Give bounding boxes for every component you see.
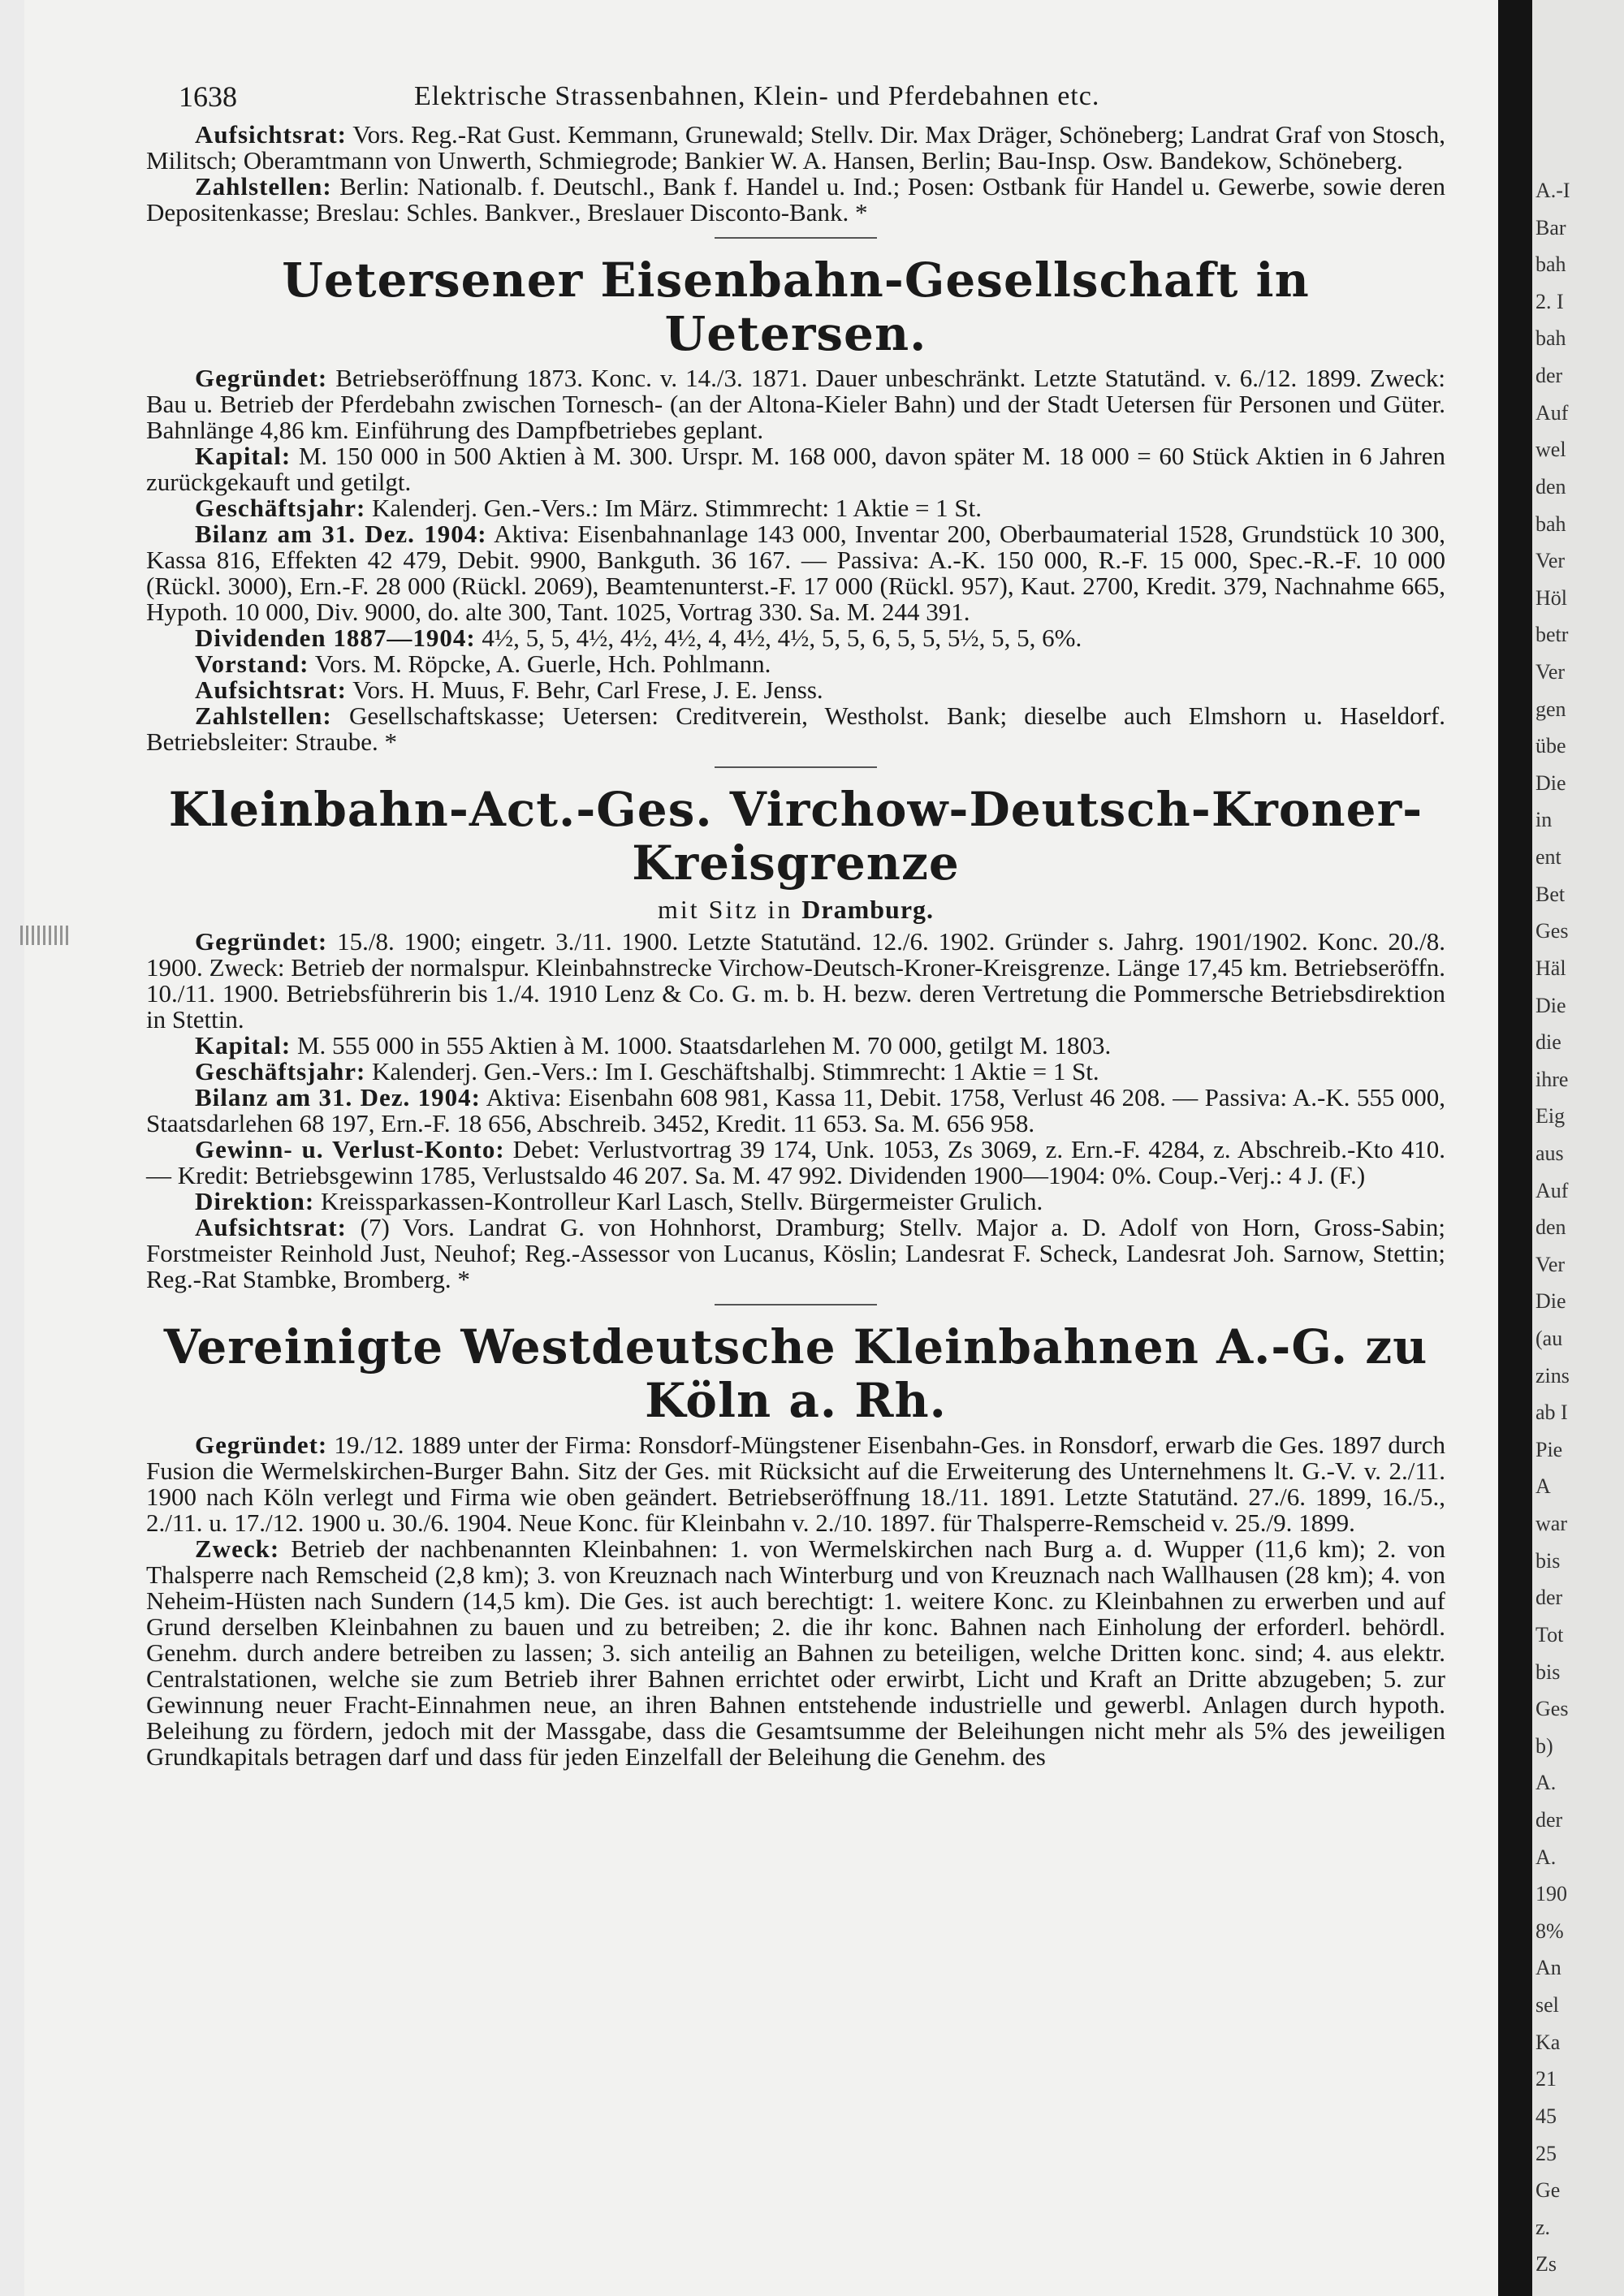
adjacent-page-fragment: gen — [1535, 697, 1566, 721]
adjacent-page-fragment: Bar — [1535, 215, 1566, 240]
adjacent-page-fragment: ent — [1535, 845, 1561, 870]
adjacent-page-fragment: bah — [1535, 511, 1566, 536]
company-entry — [146, 253, 1445, 755]
adjacent-page-fragment: Ver — [1535, 549, 1566, 573]
adjacent-page-fragment: A. — [1535, 1771, 1557, 1795]
entry-text: 15./8. 1900; eingetr. 3./11. 1900. Letzte Statutänd. 12./6. 1902. Gründer s. Jahrg. 1901/1902. Konc. 20./8. 1900. Zweck: Betrieb der normalspur. Kleinbahnstrecke Virchow-Deutsch-Kroner-Kreisgrenze. Länge 17,45 km. Betriebseröffn. 10./11. 1900. Betriebsführerin bis 1./4. 1910 Lenz & Co. G. m. b. H. bezw. deren Vertretung die Pommersche Betriebsdirektion in Stettin. — [146, 927, 1446, 1034]
entry-text: Berlin: Nationalb. f. Deutschl., Bank f. Handel u. Ind.; Posen: Ostbank für Handel u. Gewerbe, sowie deren Depositenkasse; Breslau: Schles. Bankver., Breslauer Disconto-Bank. * — [146, 172, 1446, 227]
entry-label: Gegründet: — [195, 927, 328, 956]
company-title: Kleinbahn-Act.-Ges. Virchow-Deutsch-Kroner-Kreisgrenze — [168, 782, 1423, 891]
adjacent-page-fragment: übe — [1535, 734, 1566, 758]
adjacent-page-fragment: Bet — [1535, 882, 1566, 906]
running-header — [146, 73, 1445, 122]
adjacent-page-fragment: 25 — [1535, 2141, 1557, 2165]
entry-text: Betrieb der nachbenannten Kleinbahnen: 1. von Wermelskirchen nach Burg a. d. Wupper (11,6 km); 2. von Thalsperre nach Remscheid (2,8 km); 3. von Kreuznach nach Winterburg und von Kreuznach nach Wallhausen (28 km); 4. von Neheim-Hüsten nach Sundern (14,5 km). Die Ges. ist auch berechtigt: 1. weitere Konc. zu Kleinbahnen zu erwerben und auf Grund derselben Kleinbahnen zu bauen und zu betreiben; 2. die ihr konc. Bahnen nach Einholung der erforderl. behördl. Genehm. durch andere betreiben zu lassen; 3. sich anteilig an Bahnen zu beteiligen, welche Dritten konc. sind; 4. aus elektr. Centralstationen, welche sie zum Betrieb ihrer Bahnen errichtet oder erwirbt, Licht und Kraft an Dritte abzugeben; 5. zur Gewinnung neuer Fracht-Einnahmen neue, an ihren Bahnen entstehende industrielle und gewerbl. Anlagen durch hypoth. Beleihung zu fördern, jedoch mit der Massgabe, dass die Gesamtsumme der Beleihungen nicht mehr als 5% des jeweiligen Grundkapitals betragen darf und dass für jeden Einzelfall der Beleihung die Genehm. des — [146, 1534, 1446, 1771]
seat-city: Dramburg. — [801, 895, 935, 924]
entry-text: Kalenderj. Gen.-Vers.: Im I. Geschäftshalbj. Stimmrecht: 1 Aktie = 1 St. — [372, 1057, 1099, 1085]
adjacent-page-fragment: ab I — [1535, 1400, 1568, 1425]
adjacent-page-fragment: bis — [1535, 1548, 1561, 1573]
entry-paragraph — [146, 1033, 1445, 1059]
running-title: Elektrische Strassenbahnen, Klein- und Pferdebahnen etc. — [414, 81, 1100, 111]
entry-text: M. 555 000 in 555 Aktien à M. 1000. Staatsdarlehen M. 70 000, getilgt M. 1803. — [296, 1031, 1112, 1060]
entry-text: (7) Vors. Landrat G. von Hohnhorst, Dramburg; Stellv. Major a. D. Adolf von Horn, Gross-Sabin; Forstmeister Reinhold Just, Neuhof; Reg.-Assessor von Lucanus, Köslin; Landesrat F. Scheck, Landesrat Joh. Sarnow, Stettin; Reg.-Rat Stambke, Bromberg. * — [146, 1213, 1446, 1293]
entry-label: Gegründet: — [195, 364, 328, 392]
entry-label: Bilanz am 31. Dez. 1904: — [195, 1083, 481, 1111]
entry-paragraph — [146, 1137, 1445, 1189]
adjacent-page-fragment: Die — [1535, 770, 1566, 795]
adjacent-page-fragment: Ges — [1535, 1697, 1569, 1721]
adjacent-page-fragment: Zs — [1535, 2252, 1557, 2277]
entry-text: Gesellschaftskasse; Uetersen: Creditverein, Westholst. Bank; dieselbe auch Elmshorn u. Haseldorf. Betriebsleiter: Straube. * — [146, 701, 1446, 756]
entry-text: Aktiva: Eisenbahn 608 981, Kassa 11, Debit. 1758, Verlust 46 208. — Passiva: A.-K. 555 000, Staatsdarlehen 68 197, Ern.-F. 18 656, Abschreib. 3452, Kredit. 11 653. Sa. M. 656 958. — [146, 1083, 1445, 1137]
entry-text: Debet: Verlustvortrag 39 174, Unk. 1053, Zs 3069, z. Ern.-F. 4284, z. Abschreib.-Kto 410. — Kredit: Betriebsgewinn 1785, Verlustsaldo 46 207. Sa. M. 47 992. Dividenden 1900—1904: 0%. Coup.-Verj.: 4 J. (F.) — [146, 1135, 1446, 1189]
adjacent-page-fragment: bis — [1535, 1659, 1561, 1684]
entry-label: Kapital: — [195, 442, 292, 470]
adjacent-page-fragment: in — [1535, 808, 1553, 832]
entry-text: Aktiva: Eisenbahnanlage 143 000, Inventar 200, Oberbaumaterial 1528, Grundstück 10 300, Kassa 816, Effekten 42 479, Debit. 9900, Bankguth. 36 167. — Passiva: A.-K. 150 000, R.-F. 15 000, Spec.-R.-F. 10 000 (Rückl. 3000), Ern.-F. 28 000 (Rückl. 2069), Beamtenunterst.-F. 17 000 (Rückl. 957), Kaut. 2700, Kredit. 379, Nachnahme 665, Hypoth. 10 000, Div. 9000, do. alte 300, Tant. 1025, Vortrag 330. Sa. M. 244 391. — [146, 520, 1445, 626]
adjacent-page-fragment: der — [1535, 1808, 1563, 1832]
entry-label: Zweck: — [195, 1534, 280, 1563]
adjacent-page-fragment: den — [1535, 1215, 1566, 1240]
separator-rule — [715, 1304, 877, 1306]
adjacent-page-fragment: 8% — [1535, 1918, 1564, 1943]
adjacent-page-fragment: der — [1535, 364, 1563, 388]
entry-paragraph — [146, 1536, 1445, 1770]
entry-label: Kapital: — [195, 1031, 292, 1060]
adjacent-page-fragment: 45 — [1535, 2104, 1557, 2128]
intro-block — [146, 122, 1445, 226]
entry-paragraph — [146, 677, 1445, 703]
adjacent-page-fragment: An — [1535, 1956, 1561, 1980]
adjacent-page-fragment: (au — [1535, 1327, 1563, 1351]
separator-rule — [715, 237, 877, 239]
entry-text: Kreissparkassen-Kontrolleur Karl Lasch, Stellv. Bürgermeister Grulich. — [320, 1187, 1043, 1215]
company-title: Uetersener Eisenbahn-Gesellschaft in Uetersen. — [282, 252, 1310, 361]
entry-text: Vors. Reg.-Rat Gust. Kemmann, Grunewald; Stellv. Dir. Max Dräger, Schöneberg; Landrat Graf von Stosch, Militsch; Oberamtmann von Unwerth, Schmiegrode; Bankier W. A. Hansen, Berlin; Bau-Insp. Osw. Bandekow, Schöneberg. — [146, 120, 1445, 175]
adjacent-page-fragment: zins — [1535, 1363, 1570, 1388]
entry-label: Vorstand: — [195, 650, 309, 678]
entry-label: Aufsichtsrat: — [195, 120, 347, 149]
company-entry — [146, 783, 1445, 1293]
page-number: 1638 — [179, 80, 237, 113]
adjacent-page-fragment: 2. I — [1535, 289, 1564, 313]
entry-paragraph — [146, 1085, 1445, 1137]
adjacent-page-fragment: aus — [1535, 1141, 1564, 1165]
entry-paragraph — [146, 703, 1445, 755]
adjacent-page-fragment: Tot — [1535, 1622, 1564, 1646]
adjacent-page-fragment: war — [1535, 1512, 1567, 1536]
adjacent-page-edge — [1532, 0, 1624, 2296]
adjacent-page-fragment: Die — [1535, 1289, 1566, 1314]
print-smudge — [20, 926, 69, 945]
entry-label: Geschäftsjahr: — [195, 494, 366, 522]
seat-prefix: mit Sitz in — [657, 895, 793, 924]
adjacent-page-fragment: 190 — [1535, 1882, 1567, 1906]
entry-text: Vors. M. Röpcke, A. Guerle, Hch. Pohlmann. — [314, 650, 771, 678]
entry-label: Aufsichtsrat: — [195, 1213, 347, 1241]
adjacent-page-fragment: Eig — [1535, 1104, 1566, 1129]
adjacent-page-fragment: Pie — [1535, 1437, 1563, 1461]
entry-text: M. 150 000 in 500 Aktien à M. 300. Urspr. M. 168 000, davon später M. 18 000 = 60 Stück Aktien in 6 Jahren zurückgekauft und getilgt. — [146, 442, 1446, 496]
adjacent-page-fragment: den — [1535, 474, 1566, 498]
entry-label: Gewinn- u. Verlust-Konto: — [195, 1135, 505, 1163]
entry-text: 19./12. 1889 unter der Firma: Ronsdorf-Müngstener Eisenbahn-Ges. in Ronsdorf, erwarb die Ges. 1897 durch Fusion die Wermelskirchen-Burger Bahn. Sitz der Ges. mit Rücksicht auf die Erweiterung des Unternehmens lt. G.-V. v. 2./11. 1900 nach Köln verlegt und Firma wie oben geändert. Betriebseröffnung 18./11. 1891. Letzte Statutänd. 27./6. 1899, 16./5., 2./11. u. 17./12. 1900 u. 30./6. 1904. Neue Konc. für Kleinbahn v. 2./10. 1897. für Thalsperre-Remscheid v. 25./9. 1899. — [146, 1431, 1445, 1537]
adjacent-page-fragment: Höl — [1535, 585, 1567, 610]
entry-label: Gegründet: — [195, 1431, 328, 1459]
company-entry — [146, 1320, 1445, 1770]
entry-paragraph — [146, 521, 1445, 625]
entry-label: Bilanz am 31. Dez. 1904: — [195, 520, 487, 548]
adjacent-page-fragment: betr — [1535, 623, 1569, 647]
adjacent-page-fragment: ihre — [1535, 1067, 1569, 1091]
entry-label: Dividenden 1887—1904: — [195, 624, 476, 652]
entry-text: Vors. H. Muus, F. Behr, Carl Frese, J. E. Jenss. — [352, 675, 823, 704]
entry-paragraph — [146, 1189, 1445, 1215]
entry-label: Aufsichtsrat: — [195, 675, 347, 704]
entry-paragraph — [146, 1432, 1445, 1536]
page-content — [146, 73, 1445, 1770]
adjacent-page-fragment: Ver — [1535, 659, 1566, 684]
adjacent-page-fragment: Auf — [1535, 400, 1569, 425]
adjacent-page-fragment: 21 — [1535, 2067, 1557, 2091]
adjacent-page-fragment: Ge — [1535, 2178, 1561, 2203]
adjacent-page-fragment: A. — [1535, 1845, 1557, 1869]
adjacent-page-fragment: Ka — [1535, 2030, 1561, 2054]
entry-paragraph — [146, 929, 1445, 1033]
adjacent-page-fragment: wel — [1535, 438, 1566, 462]
entry-label: Zahlstellen: — [195, 172, 332, 201]
company-seat — [146, 895, 1445, 924]
entry-paragraph — [146, 1059, 1445, 1085]
entry-paragraph — [146, 365, 1445, 443]
entry-paragraph — [146, 651, 1445, 677]
adjacent-page-fragment: die — [1535, 1030, 1561, 1055]
entry-paragraph — [146, 443, 1445, 495]
entry-paragraph — [146, 1215, 1445, 1293]
entry-text: 4½, 5, 5, 4½, 4½, 4½, 4, 4½, 4½, 5, 5, 6, 5, 5, 5½, 5, 5, 6%. — [482, 624, 1082, 652]
entry-text: Betriebseröffnung 1873. Konc. v. 14./3. 1871. Dauer unbeschränkt. Letzte Statutänd. v. 6./12. 1899. Zweck: Bau u. Betrieb der Pferdebahn zwischen Tornesch- (an der Altona-Kieler Bahn) und der Stadt Uetersen für Personen und Güter. Bahnlänge 4,86 km. Einführung des Dampfbetriebes geplant. — [146, 364, 1445, 444]
adjacent-page-fragment: Häl — [1535, 956, 1566, 980]
entry-paragraph — [146, 122, 1445, 174]
adjacent-page-fragment: z. — [1535, 2215, 1551, 2239]
adjacent-page-fragment: A.-I — [1535, 179, 1570, 202]
adjacent-page-fragment: Ges — [1535, 919, 1569, 943]
adjacent-page-fragment: Die — [1535, 993, 1566, 1017]
entry-paragraph — [146, 174, 1445, 226]
entry-label: Zahlstellen: — [195, 701, 332, 730]
adjacent-page-fragment: b) — [1535, 1733, 1553, 1758]
adjacent-page-fragment: Auf — [1535, 1178, 1569, 1202]
adjacent-page-fragment: der — [1535, 1586, 1563, 1610]
separator-rule — [715, 766, 877, 768]
adjacent-page-fragment: Ver — [1535, 1252, 1566, 1276]
entry-text: Kalenderj. Gen.-Vers.: Im März. Stimmrecht: 1 Aktie = 1 St. — [372, 494, 983, 522]
adjacent-page-fragment: sel — [1535, 1993, 1559, 2018]
entry-label: Geschäftsjahr: — [195, 1057, 366, 1085]
page-gutter — [1498, 0, 1532, 2296]
entry-label: Direktion: — [195, 1187, 315, 1215]
entry-paragraph — [146, 625, 1445, 651]
entry-paragraph — [146, 495, 1445, 521]
adjacent-page-fragment: bah — [1535, 326, 1566, 351]
adjacent-page-fragment: A — [1535, 1474, 1551, 1499]
adjacent-page-fragment: bah — [1535, 252, 1566, 277]
company-title: Vereinigte Westdeutsche Kleinbahnen A.-G. zu Köln a. Rh. — [163, 1319, 1428, 1428]
